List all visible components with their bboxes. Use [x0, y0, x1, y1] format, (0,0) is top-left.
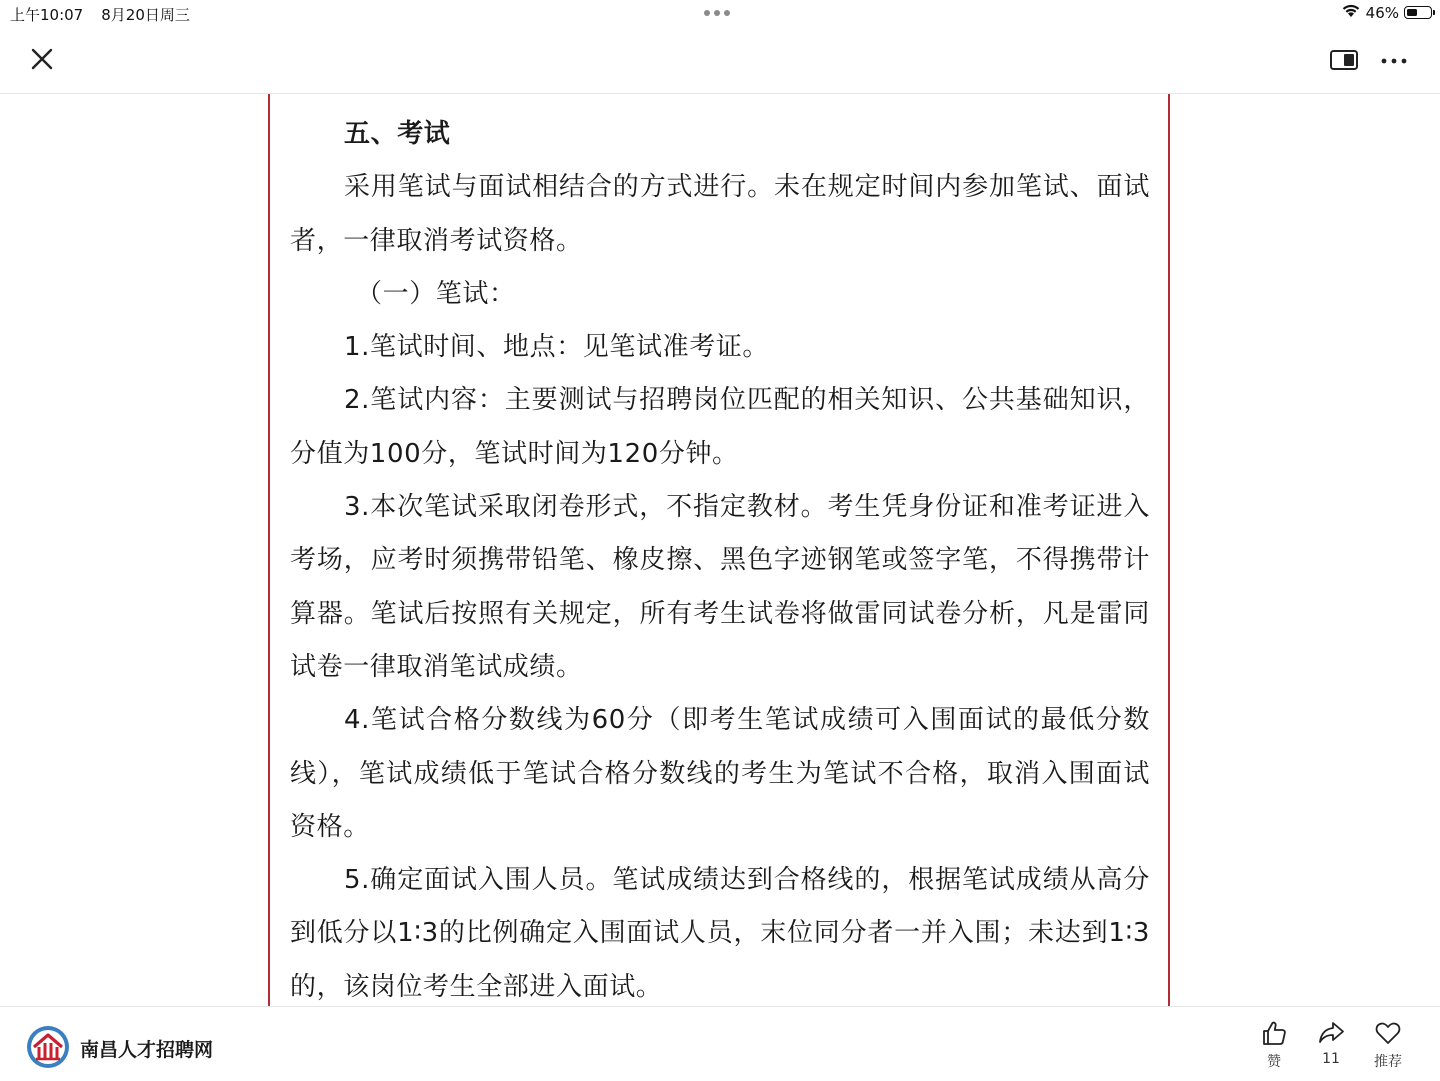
like-label: 赞 — [1267, 1054, 1281, 1070]
split-view-button[interactable] — [1326, 46, 1362, 76]
nav-bar — [0, 28, 1440, 94]
dot — [724, 10, 730, 16]
share-count: 11 — [1322, 1051, 1340, 1067]
like-button[interactable] — [1244, 1019, 1304, 1071]
battery-percent: 46% — [1365, 3, 1399, 22]
share-button[interactable] — [1301, 1019, 1361, 1067]
article-content[interactable] — [0, 94, 1440, 1006]
share-icon — [1317, 1019, 1345, 1047]
status-right — [1341, 3, 1432, 22]
document-text — [290, 108, 1150, 1006]
paragraph-item-2: 2.笔试内容：主要测试与招聘岗位匹配的相关知识、公共基础知识，分值为100分，笔试时间为120分钟。 — [290, 385, 1150, 469]
paragraph-item-4: 4.笔试合格分数线为60分（即考生笔试成绩可入围面试的最低分数线），笔试成绩低于笔试合格分数线的考生为笔试不合格，取消入围面试资格。 — [290, 705, 1150, 842]
paragraph-item-1: 1.笔试时间、地点：见笔试准考证。 — [344, 332, 770, 363]
dot — [714, 10, 720, 16]
split-view-icon — [1326, 46, 1362, 76]
thumbs-up-icon — [1260, 1019, 1288, 1047]
paragraph-item-3: 3.本次笔试采取闭卷形式，不指定教材。考生凭身份证和准考证进入考场，应考时须携带铅笔、橡皮擦、黑色字迹钢笔或签字笔，不得携带计算器。笔试后按照有关规定，所有考生试卷将做雷同试卷分析，凡是雷同试卷一律取消笔试成绩。 — [290, 492, 1150, 682]
heart-icon — [1374, 1019, 1402, 1047]
section-heading: 五、考试 — [344, 119, 451, 149]
recommend-button[interactable] — [1358, 1019, 1418, 1071]
paragraph-item-5: 5.确定面试入围人员。笔试成绩达到合格线的，根据笔试成绩从高分到低分以1∶3的比例确定入围面试人员，末位同分者一并入围；未达到1∶3的，该岗位考生全部进入面试。 — [290, 865, 1150, 1002]
more-icon — [1376, 46, 1412, 76]
dot — [704, 10, 710, 16]
recommend-label: 推荐 — [1374, 1054, 1402, 1070]
wifi-icon — [1341, 3, 1361, 22]
bottom-bar — [0, 1006, 1440, 1081]
multitasking-dots[interactable] — [704, 10, 730, 16]
site-logo[interactable] — [26, 1025, 70, 1069]
site-name[interactable]: 南昌人才招聘网 — [80, 1039, 214, 1061]
status-left — [10, 4, 190, 25]
battery-fill — [1407, 9, 1417, 16]
subheading-written-exam: （一）笔试： — [356, 278, 516, 309]
logo-icon — [26, 1025, 70, 1069]
close-icon — [20, 44, 64, 76]
battery-tip — [1433, 10, 1435, 15]
more-button[interactable] — [1376, 46, 1412, 76]
status-date: 8月20日周三 — [101, 6, 190, 24]
paragraph-intro: 采用笔试与面试相结合的方式进行。未在规定时间内参加笔试、面试者，一律取消考试资格。 — [290, 172, 1150, 256]
battery-icon — [1404, 6, 1432, 19]
status-bar — [0, 0, 1440, 28]
status-time: 上午10:07 — [10, 6, 84, 24]
close-button[interactable] — [20, 44, 64, 76]
